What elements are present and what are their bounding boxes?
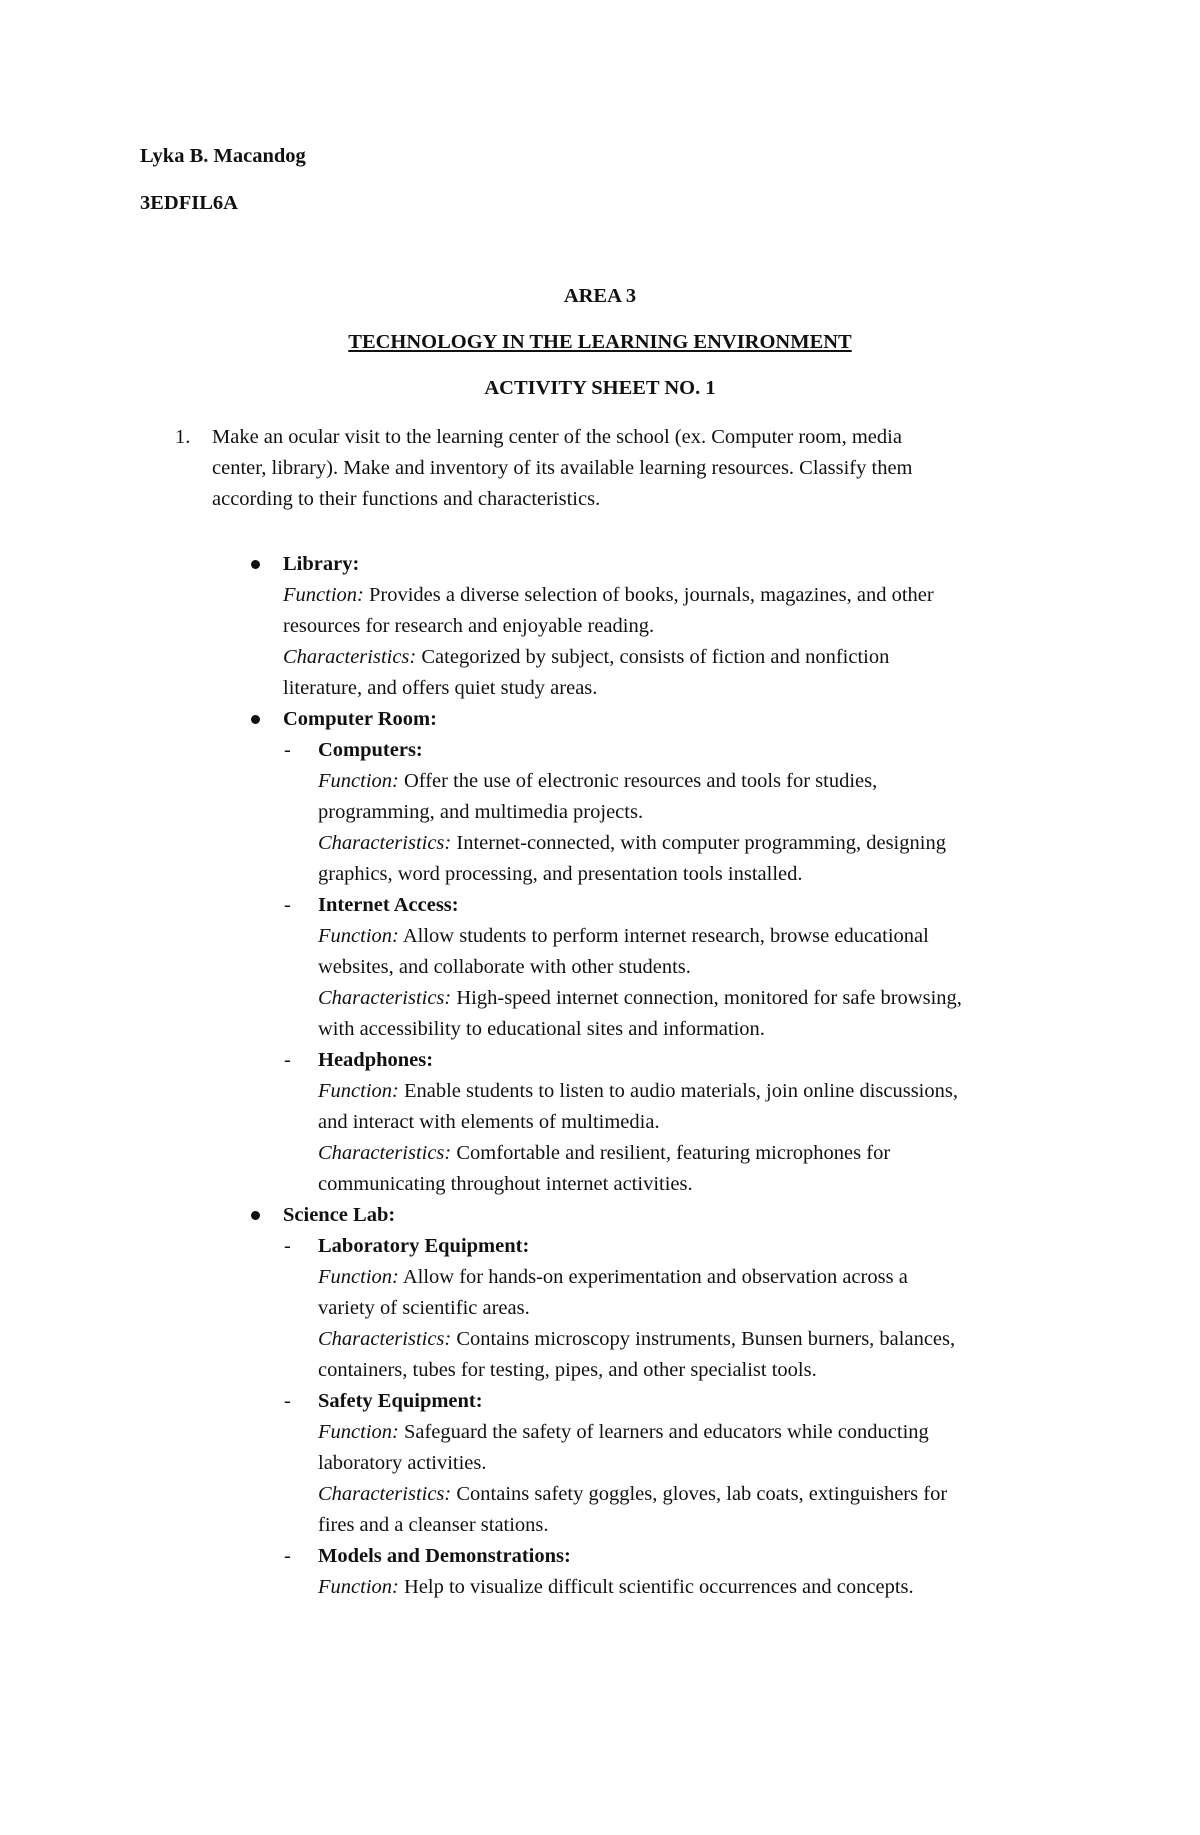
internet-char-line-1 <box>318 985 962 1011</box>
safety-equipment-function-text: Safeguard the safety of learners and educators while conducting <box>398 1421 929 1443</box>
library-function-line-1 <box>283 582 934 608</box>
lab-equipment-title: Laboratory Equipment: <box>318 1235 530 1257</box>
models-title: Models and Demonstrations: <box>318 1545 571 1567</box>
headphones-function-line-2: and interact with elements of multimedia. <box>318 1111 660 1133</box>
lab-equipment-function-line-1 <box>318 1264 908 1290</box>
computers-char-text: Internet-connected, with computer programming, designing <box>451 832 946 854</box>
activity-heading: ACTIVITY SHEET NO. 1 <box>484 377 716 399</box>
question-number: 1. <box>175 426 191 448</box>
headphones-function-line-1 <box>318 1078 958 1104</box>
question-line-3: according to their functions and characteristics. <box>212 488 601 510</box>
safety-equipment-function-line-1 <box>318 1419 929 1445</box>
models-function-text: Help to visualize difficult scientific occurrences and concepts. <box>398 1576 914 1598</box>
headphones-char-line-1 <box>318 1140 890 1166</box>
characteristics-label: Characteristics: <box>318 1142 452 1164</box>
safety-equipment-char-line-1 <box>318 1481 947 1507</box>
student-section: 3EDFIL6A <box>140 192 238 214</box>
area-heading: AREA 3 <box>563 285 637 307</box>
question-line-1: Make an ocular visit to the learning center of the school (ex. Computer room, media <box>212 426 902 448</box>
characteristics-label: Characteristics: <box>318 832 452 854</box>
characteristics-label: Characteristics: <box>283 646 417 668</box>
question-line-2: center, library). Make and inventory of its available learning resources. Classify them <box>212 457 913 479</box>
dash-marker: - <box>284 1390 291 1412</box>
document-title: TECHNOLOGY IN THE LEARNING ENVIRONMENT <box>348 331 852 353</box>
student-name: Lyka B. Macandog <box>140 145 306 167</box>
computers-title: Computers: <box>318 739 423 761</box>
internet-function-line-2: websites, and collaborate with other students. <box>318 956 691 978</box>
dash-marker: - <box>284 1545 291 1567</box>
internet-char-text: High-speed internet connection, monitored for safe browsing, <box>451 987 962 1009</box>
dash-marker: - <box>284 739 291 761</box>
characteristics-label: Characteristics: <box>318 987 452 1009</box>
bullet-icon <box>251 1211 260 1220</box>
computers-function-line-2: programming, and multimedia projects. <box>318 801 644 823</box>
function-label: Function: <box>318 1080 399 1102</box>
dash-marker: - <box>284 894 291 916</box>
function-label: Function: <box>283 584 364 606</box>
internet-function-text: Allow students to perform internet research, browse educational <box>398 925 929 947</box>
function-label: Function: <box>318 925 399 947</box>
bullet-icon <box>251 715 260 724</box>
internet-char-line-2: with accessibility to educational sites and information. <box>318 1018 765 1040</box>
headphones-char-line-2: communicating throughout internet activities. <box>318 1173 693 1195</box>
science-lab-title: Science Lab: <box>283 1204 396 1226</box>
computer-room-title: Computer Room: <box>283 708 437 730</box>
safety-equipment-char-text: Contains safety goggles, gloves, lab coats, extinguishers for <box>451 1483 948 1505</box>
library-char-text: Categorized by subject, consists of fiction and nonfiction <box>416 646 890 668</box>
headphones-function-text: Enable students to listen to audio materials, join online discussions, <box>398 1080 958 1102</box>
function-label: Function: <box>318 1576 399 1598</box>
computers-char-line-2: graphics, word processing, and presentation tools installed. <box>318 863 803 885</box>
dash-marker: - <box>284 1235 291 1257</box>
function-label: Function: <box>318 1266 399 1288</box>
models-function-line-1 <box>318 1574 914 1600</box>
computers-function-text: Offer the use of electronic resources and tools for studies, <box>398 770 878 792</box>
library-function-line-2: resources for research and enjoyable reading. <box>283 615 655 637</box>
computers-char-line-1 <box>318 830 946 856</box>
lab-equipment-function-line-2: variety of scientific areas. <box>318 1297 530 1319</box>
lab-equipment-function-text: Allow for hands-on experimentation and observation across a <box>398 1266 908 1288</box>
function-label: Function: <box>318 1421 399 1443</box>
lab-equipment-char-line-2: containers, tubes for testing, pipes, and other specialist tools. <box>318 1359 817 1381</box>
safety-equipment-char-line-2: fires and a cleanser stations. <box>318 1514 549 1536</box>
safety-equipment-function-line-2: laboratory activities. <box>318 1452 487 1474</box>
computers-function-line-1 <box>318 768 877 794</box>
characteristics-label: Characteristics: <box>318 1483 452 1505</box>
library-char-line-1 <box>283 644 889 670</box>
lab-equipment-char-text: Contains microscopy instruments, Bunsen burners, balances, <box>451 1328 956 1350</box>
library-title: Library: <box>283 553 360 575</box>
internet-function-line-1 <box>318 923 929 949</box>
function-label: Function: <box>318 770 399 792</box>
lab-equipment-char-line-1 <box>318 1326 955 1352</box>
headphones-char-text: Comfortable and resilient, featuring microphones for <box>451 1142 891 1164</box>
headphones-title: Headphones: <box>318 1049 434 1071</box>
internet-title: Internet Access: <box>318 894 459 916</box>
bullet-icon <box>251 560 260 569</box>
dash-marker: - <box>284 1049 291 1071</box>
title-wrapper <box>0 331 1200 354</box>
library-char-line-2: literature, and offers quiet study areas. <box>283 677 598 699</box>
library-function-text: Provides a diverse selection of books, journals, magazines, and other <box>363 584 934 606</box>
safety-equipment-title: Safety Equipment: <box>318 1390 483 1412</box>
characteristics-label: Characteristics: <box>318 1328 452 1350</box>
